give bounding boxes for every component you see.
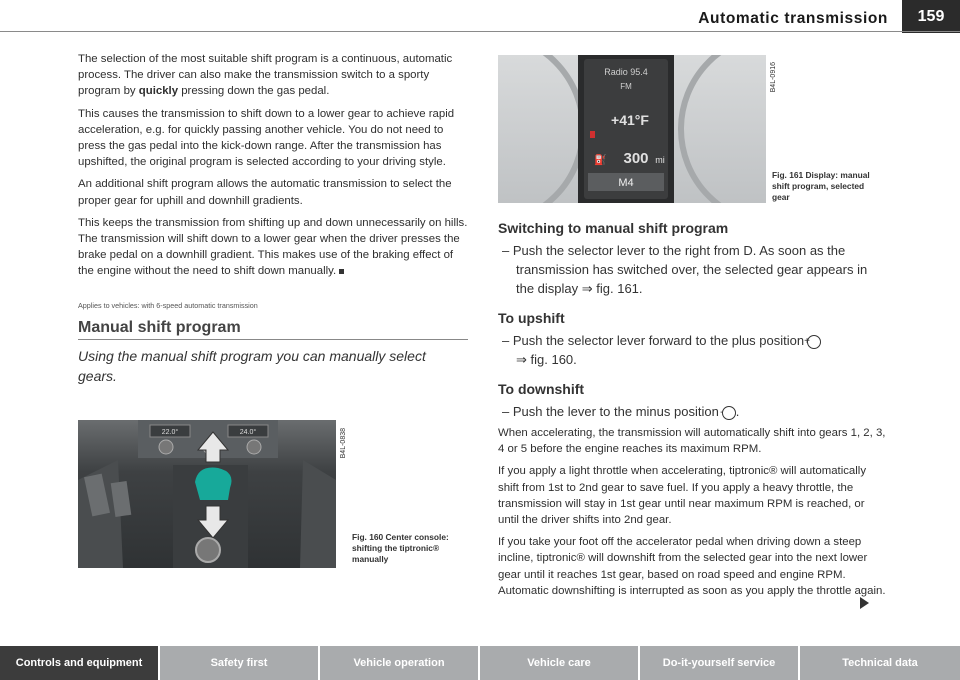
climate-temp-left: 22.0° bbox=[161, 429, 179, 436]
switching-title: Switching to manual shift program bbox=[498, 220, 729, 236]
downshift-step: – Push the lever to the minus position- . bbox=[502, 404, 740, 419]
display-radio-band: FM bbox=[620, 82, 632, 91]
display-selected-gear: M4 bbox=[618, 177, 634, 189]
switching-step: – Push the selector lever to the right from D. As soon as the transmission has switched over, the selected gear appears in the display ⇒ fig. 161. bbox=[502, 243, 868, 296]
header-divider bbox=[0, 31, 960, 32]
paragraph-kickdown: This causes the transmission to shift down to a lower gear to achieve rapid acceleration, e.g. for quickly passing another vehicle. You do not need to press the gas pedal into the kick-down range. After the transmission has upshifted, the original program is selected according to your driving style. bbox=[78, 107, 455, 169]
center-console-illustration bbox=[78, 420, 336, 568]
applies-to-note: Applies to vehicles: with 6-speed automatic transmission bbox=[78, 300, 258, 310]
figure-161-code: B4L-0916 bbox=[770, 62, 777, 93]
footer-nav bbox=[0, 646, 960, 680]
figure-160-center-console bbox=[78, 420, 336, 568]
footer-tab-operation[interactable]: Vehicle operation bbox=[320, 646, 480, 680]
paragraph-gradients: An additional shift program allows the automatic transmission to select the proper gear for uphill and downhill gradients. bbox=[78, 178, 452, 207]
end-of-section-marker bbox=[339, 269, 344, 274]
page-header-title: Automatic transmission bbox=[698, 10, 888, 27]
fuel-pump-icon: ⛽ bbox=[594, 155, 607, 166]
section-title: Manual shift program bbox=[78, 320, 468, 340]
instrument-cluster-illustration bbox=[498, 55, 766, 203]
figure-161-display bbox=[498, 55, 766, 203]
fuel-warning-icon bbox=[590, 131, 595, 138]
right-column-steps bbox=[498, 220, 886, 421]
gear-lever-knob bbox=[195, 468, 232, 500]
display-temperature: +41°F bbox=[611, 112, 649, 128]
paragraph-hills: This keeps the transmission from shifting up and down unnecessarily on hills. The transmission will shift down to a lower gear when the driver presses the brake pedal on a downhill gradient. This makes use of the braking effect of the engine without the need to shift down manually. bbox=[78, 216, 468, 278]
paragraph-steep-incline: If you take your foot off the accelerator pedal when driving down a steep incline, tiptronic® will downshift from the selected gear into the next lower gear until it reaches 1st gear, based on road speed and engine RPM. Automatic downshifting is interrupted as soon as you apply the throttle again. bbox=[498, 536, 886, 597]
footer-tab-safety[interactable]: Safety first bbox=[160, 646, 320, 680]
figure-160-code: B4L-0838 bbox=[340, 428, 347, 459]
section-intro: Using the manual shift program you can manually select gears. bbox=[78, 348, 426, 385]
upshift-step: – Push the selector lever forward to the plus position+ ⇒ fig. 160. bbox=[498, 331, 886, 369]
paragraph-light-throttle: If you apply a light throttle when accelerating, tiptronic® will automatically shift from 1st to 2nd gear to save fuel. If you apply a heavy throttle, the transmission will stay in 1st gear until near maximum RPM is reached, or until the driver shifts into 2nd gear. bbox=[498, 465, 867, 527]
figure-161-caption: Fig. 161 Display: manual shift program, selected gear bbox=[772, 170, 870, 202]
climate-temp-right: 24.0° bbox=[239, 429, 257, 436]
paragraph-shift-program: The selection of the most suitable shift program is a continuous, automatic process. The driver can also make the transmission switch to a sporty program by quickly pressing down the gas pedal. bbox=[78, 53, 453, 98]
footer-tab-diy[interactable]: Do-it-yourself service bbox=[640, 646, 800, 680]
paragraph-accelerating: When accelerating, the transmission will automatically shift into gears 1, 2, 3, 4 or 5 before the engine reaches its maximum RPM. bbox=[498, 427, 886, 456]
page-number: 159 bbox=[902, 0, 960, 33]
downshift-title: To downshift bbox=[498, 381, 585, 397]
footer-tab-technical[interactable]: Technical data bbox=[800, 646, 960, 680]
display-radio-station: Radio 95.4 bbox=[604, 67, 648, 77]
footer-tab-controls[interactable]: Controls and equipment bbox=[0, 646, 160, 680]
continue-arrow-icon bbox=[860, 597, 869, 609]
display-range: 300 bbox=[623, 150, 649, 167]
minus-position-icon: - bbox=[722, 406, 736, 420]
plus-position-icon: + bbox=[807, 335, 821, 349]
figure-160-caption: Fig. 160 Center console: shifting the tiptronic® manually bbox=[352, 532, 449, 564]
bold-quickly: quickly bbox=[138, 85, 179, 98]
right-column-text bbox=[498, 425, 886, 605]
display-range-unit: mi bbox=[655, 155, 665, 165]
left-column bbox=[78, 51, 468, 386]
upshift-title: To upshift bbox=[498, 310, 565, 326]
footer-tab-care[interactable]: Vehicle care bbox=[480, 646, 640, 680]
